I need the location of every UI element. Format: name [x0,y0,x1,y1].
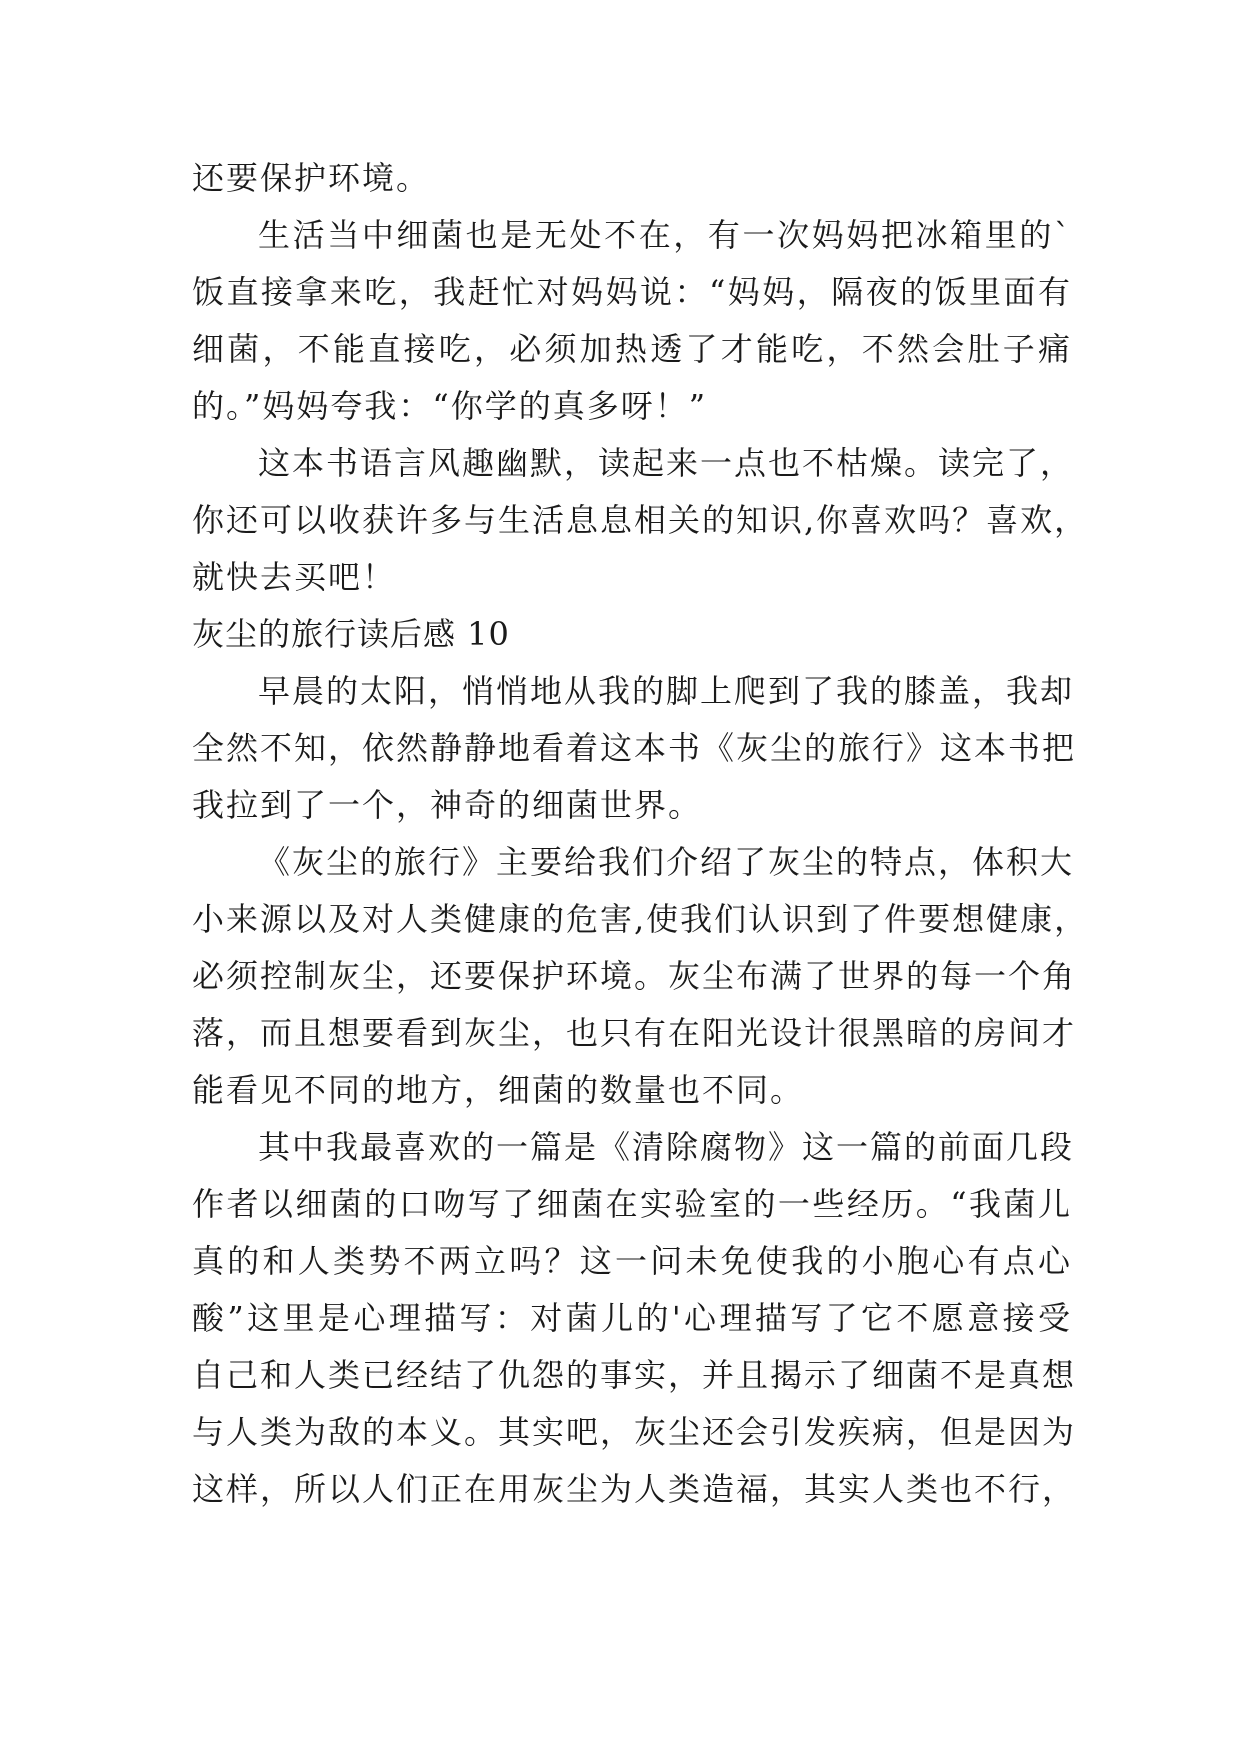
text-line: 与人类为敌的本义。其实吧，灰尘还会引发疾病，但是因为 [192,1413,1077,1451]
text-line: 自己和人类已经结了仇怨的事实，并且揭示了细菌不是真想 [192,1356,1077,1394]
text-line: 就快去买吧！ [192,558,397,596]
text-line: 的。”妈妈夸我：“你学的真多呀！” [192,387,708,425]
text-line: 必须控制灰尘，还要保护环境。灰尘布满了世界的每一个角 [192,957,1077,995]
text-line: 饭直接拿来吃，我赶忙对妈妈说：“妈妈，隔夜的饭里面有 [192,273,1072,311]
text-line: 早晨的太阳，悄悄地从我的脚上爬到了我的膝盖，我却 [258,672,1075,710]
text-line: 生活当中细菌也是无处不在，有一次妈妈把冰箱里的` [258,216,1072,254]
text-line: 还要保护环境。 [192,159,431,197]
text-line: 全然不知，依然静静地看着这本书《灰尘的旅行》这本书把 [192,729,1077,767]
text-line: 我拉到了一个，神奇的细菌世界。 [192,786,703,824]
text-line: 作者以细菌的口吻写了细菌在实验室的一些经历。“我菌儿 [192,1185,1072,1223]
text-line: 酸”这里是心理描写：对菌儿的'心理描写了它不愿意接受 [192,1299,1072,1337]
text-line: 细菌，不能直接吃，必须加热透了才能吃，不然会肚子痛 [192,330,1072,368]
text-line: 落，而且想要看到灰尘，也只有在阳光设计很黑暗的房间才 [192,1014,1077,1052]
body-text [192,150,1089,1518]
text-line: 《灰尘的旅行》主要给我们介绍了灰尘的特点，体积大 [258,843,1075,881]
text-line: 你还可以收获许多与生活息息相关的知识,你喜欢吗？喜欢， [192,501,1089,539]
text-line: 其中我最喜欢的一篇是《清除腐物》这一篇的前面几段 [258,1128,1075,1166]
text-line: 这样，所以人们正在用灰尘为人类造福，其实人类也不行， [192,1470,1077,1508]
text-line: 能看见不同的地方，细菌的数量也不同。 [192,1071,805,1109]
text-line: 这本书语言风趣幽默，读起来一点也不枯燥。读完了， [258,444,1075,482]
section-heading: 灰尘的旅行读后感 10 [192,615,510,653]
text-line: 小来源以及对人类健康的危害,使我们认识到了件要想健康， [192,900,1089,938]
text-line: 真的和人类势不两立吗？这一问未免使我的小胞心有点心 [192,1242,1072,1280]
